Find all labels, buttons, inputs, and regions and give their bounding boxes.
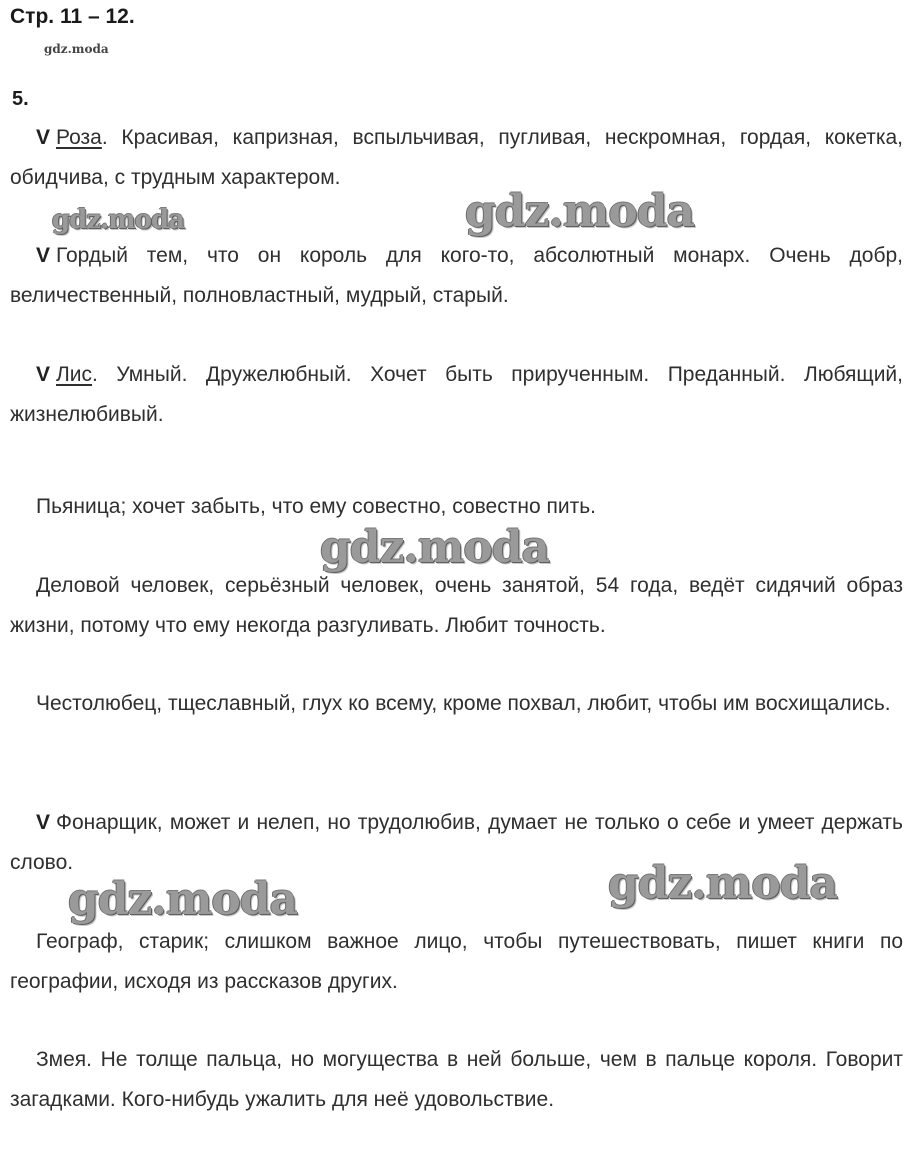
- paragraph-text: Гордый тем, что он король для кого-то, абсолютный монарх. Очень добр, величественный, полновластный, мудрый, старый.: [10, 244, 903, 307]
- watermark: gdz.moda: [465, 186, 695, 237]
- small-watermark: gdz.moda: [44, 42, 109, 56]
- check-mark: V: [36, 244, 51, 267]
- paragraph-snake: [10, 1040, 903, 1120]
- task-number: 5.: [12, 88, 29, 110]
- check-mark: V: [36, 126, 51, 149]
- check-mark: V: [36, 811, 51, 834]
- paragraph-text: Фонарщик, может и нелеп, но трудолюбив, думает не только о себе и умеет держать слово.: [10, 811, 903, 874]
- paragraph-geographer: [10, 922, 903, 1002]
- paragraph-text: Географ, старик; слишком важное лицо, чтобы путешествовать, пишет книги по географии, исходя из рассказов других.: [10, 930, 903, 993]
- paragraph-text: . Умный. Дружелюбный. Хочет быть прирученным. Преданный. Любящий, жизнелюбивый.: [10, 363, 903, 426]
- paragraph-king: [10, 236, 903, 316]
- paragraph-rose: [10, 118, 903, 198]
- paragraph-text: Честолюбец, тщеславный, глух ко всему, кроме похвал, любит, чтобы им восхищались.: [36, 692, 891, 715]
- paragraph-drunkard: [10, 487, 903, 527]
- paragraph-businessman: [10, 566, 903, 646]
- paragraph-fox: [10, 355, 903, 435]
- paragraph-text: Деловой человек, серьёзный человек, очень занятой, 54 года, ведёт сидячий образ жизни, потому что ему некогда разгуливать. Любит точность.: [10, 574, 903, 637]
- paragraph-text: . Красивая, капризная, вспыльчивая, пугливая, нескромная, гордая, кокетка, обидчива, с трудным характером.: [10, 126, 903, 189]
- watermark: gdz.moda: [320, 522, 550, 573]
- paragraph-conceited: [10, 684, 903, 724]
- paragraph-text: Пьяница; хочет забыть, что ему совестно, совестно пить.: [36, 495, 596, 518]
- page-title: Стр. 11 – 12.: [10, 5, 135, 28]
- paragraph-text: Змея. Не толще пальца, но могущества в ней больше, чем в пальце короля. Говорит загадками. Кого-нибудь ужалить для неё удовольствие.: [10, 1048, 903, 1111]
- check-mark: V: [36, 363, 51, 386]
- character-name: Лис: [56, 363, 93, 386]
- watermark: gdz.moda: [68, 874, 298, 925]
- watermark: gdz.moda: [608, 858, 838, 909]
- watermark: gdz.moda: [52, 205, 185, 235]
- character-name: Роза: [56, 126, 102, 149]
